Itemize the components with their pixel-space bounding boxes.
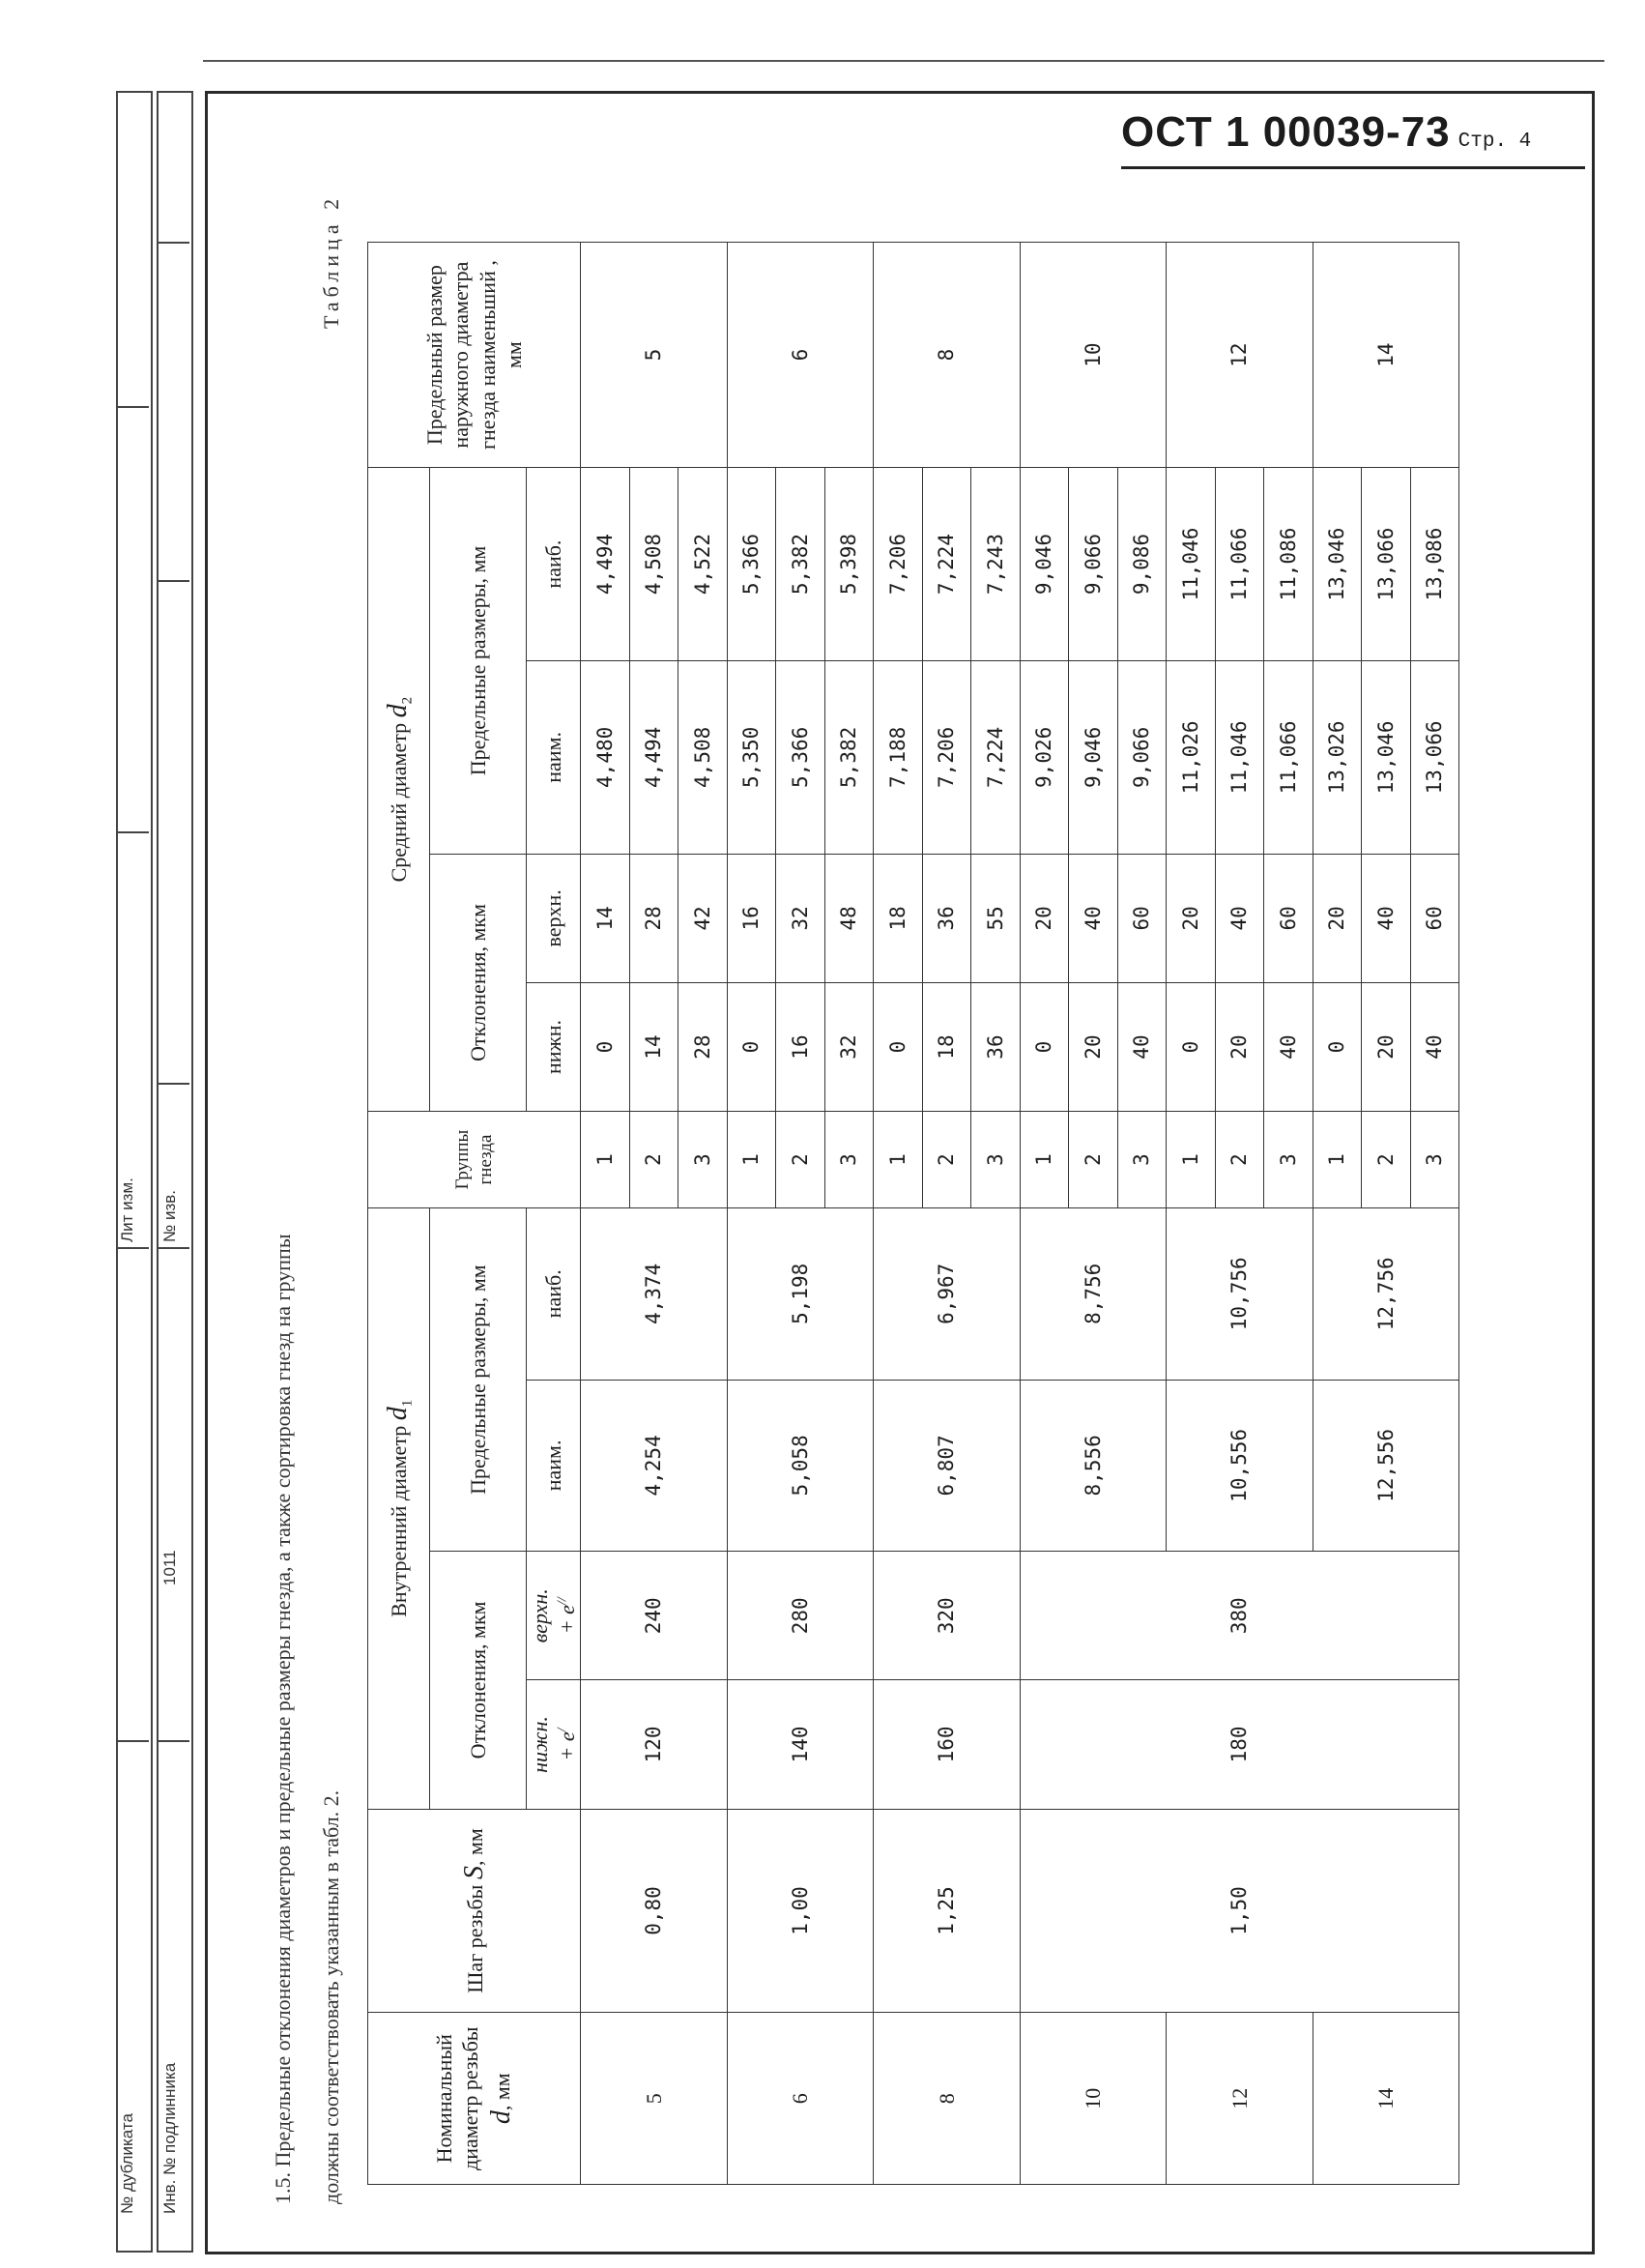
group-cell: 2 (1069, 1112, 1118, 1208)
margin-tick (116, 831, 149, 833)
inner-max-cell: 8,756 (1020, 1208, 1167, 1381)
mean-max-cell: 11,066 (1215, 468, 1264, 661)
group-cell: 1 (1313, 1112, 1362, 1208)
mean-dev-lower-cell: 20 (1069, 982, 1118, 1111)
mean-min-cell: 5,382 (824, 660, 874, 854)
inner-dev-lower-cell: 120 (581, 1680, 728, 1809)
group-cell: 1 (581, 1112, 630, 1208)
header-mean-max: наиб. (527, 468, 581, 661)
header-inner-max: наиб. (527, 1208, 581, 1381)
mean-dev-lower-cell: 0 (1313, 982, 1362, 1111)
group-cell: 1 (874, 1112, 923, 1208)
mean-min-cell: 9,026 (1020, 660, 1069, 854)
table-row (581, 243, 630, 2185)
inner-dev-lower-cell: 160 (874, 1680, 1021, 1809)
outer-limit-cell: 5 (581, 243, 728, 468)
header-mean-min: наим. (527, 660, 581, 854)
table-caption: Таблица 2 (319, 193, 343, 329)
mean-dev-lower-cell: 40 (1117, 982, 1167, 1111)
inner-dev-upper-cell: 280 (727, 1552, 874, 1680)
sheet-change-label: Лит изм. (118, 1178, 136, 1242)
header-mean-dev-lower: нижн. (527, 982, 581, 1111)
mean-max-cell: 4,522 (678, 468, 728, 661)
group-cell: 3 (824, 1112, 874, 1208)
standard-number: ОСТ 1 00039-73 (1121, 108, 1451, 156)
rotated-content (242, 184, 1498, 2224)
original-inventory-value: 1011 (160, 1550, 179, 1585)
pitch-cell: 1,00 (727, 1809, 874, 2013)
mean-dev-upper-cell: 40 (1215, 854, 1264, 982)
mean-min-cell: 7,188 (874, 660, 923, 854)
mean-dev-lower-cell: 40 (1410, 982, 1459, 1111)
inner-max-cell: 6,967 (874, 1208, 1021, 1381)
header-mean-diameter: Средний диаметр $d_2$ (368, 468, 430, 1112)
margin-tick (157, 242, 189, 244)
margin-tick (157, 1083, 189, 1085)
inner-max-cell: 10,756 (1167, 1208, 1313, 1381)
mean-dev-upper-cell: 40 (1362, 854, 1411, 982)
mean-max-cell: 9,046 (1020, 468, 1069, 661)
header-mean-limit-sizes: Предельные размеры, мм (430, 468, 527, 855)
outer-limit-cell: 14 (1313, 243, 1459, 468)
margin-tick (157, 580, 189, 582)
pitch-cell: 1,50 (1020, 1809, 1459, 2013)
mean-min-cell: 13,066 (1410, 660, 1459, 854)
inner-min-cell: 6,807 (874, 1380, 1021, 1552)
inner-min-cell: 10,556 (1167, 1380, 1313, 1552)
nominal-diameter-cell: 14 (1313, 2013, 1459, 2185)
mean-dev-upper-cell: 20 (1020, 854, 1069, 982)
table-row (1020, 243, 1069, 2185)
group-cell: 3 (971, 1112, 1021, 1208)
pitch-cell: 0,80 (581, 1809, 728, 2013)
inner-dev-upper-cell: 320 (874, 1552, 1021, 1680)
nominal-diameter-cell: 6 (727, 2013, 874, 2185)
mean-dev-lower-cell: 0 (1020, 982, 1069, 1111)
mean-min-cell: 4,508 (678, 660, 728, 854)
mean-min-cell: 9,066 (1117, 660, 1167, 854)
page-number: Стр. 4 (1457, 131, 1532, 153)
group-cell: 1 (727, 1112, 776, 1208)
margin-tick (157, 1740, 189, 1742)
mean-dev-upper-cell: 16 (727, 854, 776, 982)
change-notice-label: № изв. (160, 1189, 179, 1242)
nominal-diameter-cell: 5 (581, 2013, 728, 2185)
table-row (874, 243, 923, 2185)
mean-dev-upper-cell: 28 (629, 854, 678, 982)
header-mean-dev-upper: верхн. (527, 854, 581, 982)
mean-dev-lower-cell: 28 (678, 982, 728, 1111)
margin-tick (116, 1247, 149, 1249)
nominal-diameter-cell: 8 (874, 2013, 1021, 2185)
mean-max-cell: 5,382 (776, 468, 825, 661)
mean-dev-upper-cell: 42 (678, 854, 728, 982)
inner-min-cell: 5,058 (727, 1380, 874, 1552)
outer-limit-cell: 10 (1020, 243, 1167, 468)
mean-dev-lower-cell: 0 (727, 982, 776, 1111)
margin-tick (157, 1247, 189, 1249)
mean-min-cell: 4,480 (581, 660, 630, 854)
mean-max-cell: 7,224 (922, 468, 971, 661)
mean-dev-upper-cell: 32 (776, 854, 825, 982)
mean-min-cell: 13,046 (1362, 660, 1411, 854)
inner-min-cell: 4,254 (581, 1380, 728, 1552)
table-row (727, 243, 776, 2185)
mean-dev-upper-cell: 36 (922, 854, 971, 982)
inner-max-cell: 4,374 (581, 1208, 728, 1381)
mean-max-cell: 4,508 (629, 468, 678, 661)
mean-max-cell: 9,066 (1069, 468, 1118, 661)
mean-max-cell: 5,398 (824, 468, 874, 661)
mean-max-cell: 9,086 (1117, 468, 1167, 661)
duplicate-label: № дубликата (118, 2113, 136, 2214)
mean-dev-upper-cell: 20 (1167, 854, 1216, 982)
header-inner-min: наим. (527, 1380, 581, 1552)
outer-limit-cell: 8 (874, 243, 1021, 468)
mean-min-cell: 11,046 (1215, 660, 1264, 854)
mean-dev-lower-cell: 16 (776, 982, 825, 1111)
mean-dev-upper-cell: 14 (581, 854, 630, 982)
inner-dev-lower-cell: 180 (1020, 1680, 1459, 1809)
mean-dev-upper-cell: 60 (1117, 854, 1167, 982)
group-cell: 1 (1020, 1112, 1069, 1208)
paragraph-line-1: 1.5. Предельные отклонения диаметров и предельные размеры гнезда, а также сортировка гнезд на группы (271, 1234, 295, 2204)
group-cell: 3 (1117, 1112, 1167, 1208)
mean-max-cell: 13,066 (1362, 468, 1411, 661)
group-cell: 2 (1215, 1112, 1264, 1208)
header-group: Группы гнезда (368, 1112, 581, 1208)
spec-table-body (581, 243, 1459, 2185)
mean-dev-lower-cell: 0 (1167, 982, 1216, 1111)
inner-dev-lower-cell: 140 (727, 1680, 874, 1809)
mean-max-cell: 4,494 (581, 468, 630, 661)
mean-max-cell: 7,243 (971, 468, 1021, 661)
inner-max-cell: 12,756 (1313, 1208, 1459, 1381)
nominal-diameter-cell: 10 (1020, 2013, 1167, 2185)
outer-limit-cell: 12 (1167, 243, 1313, 468)
mean-dev-lower-cell: 32 (824, 982, 874, 1111)
mean-max-cell: 11,086 (1264, 468, 1313, 661)
mean-dev-lower-cell: 0 (581, 982, 630, 1111)
inner-min-cell: 8,556 (1020, 1380, 1167, 1552)
mean-dev-upper-cell: 20 (1313, 854, 1362, 982)
mean-dev-upper-cell: 60 (1410, 854, 1459, 982)
pitch-cell: 1,25 (874, 1809, 1021, 2013)
outer-limit-cell: 6 (727, 243, 874, 468)
header-pitch: Шаг резьбы S, мм (368, 1809, 581, 2013)
header-mean-deviations: Отклонения, мкм (430, 854, 527, 1111)
mean-min-cell: 9,046 (1069, 660, 1118, 854)
group-cell: 3 (1410, 1112, 1459, 1208)
header-inner-diameter: Внутренний диаметр $d_1$ (368, 1208, 430, 1810)
inner-max-cell: 5,198 (727, 1208, 874, 1381)
header-outer-limit: Предельный размер наружного диаметра гнезда наименьший , мм (368, 243, 581, 468)
original-inventory-label: Инв. № подлинника (160, 2062, 179, 2214)
mean-dev-lower-cell: 40 (1264, 982, 1313, 1111)
mean-dev-lower-cell: 14 (629, 982, 678, 1111)
mean-dev-upper-cell: 60 (1264, 854, 1313, 982)
mean-dev-upper-cell: 55 (971, 854, 1021, 982)
top-rule (203, 60, 1604, 62)
group-cell: 3 (1264, 1112, 1313, 1208)
mean-dev-lower-cell: 36 (971, 982, 1021, 1111)
margin-strip-outer (116, 91, 153, 2253)
mean-min-cell: 5,366 (776, 660, 825, 854)
mean-min-cell: 4,494 (629, 660, 678, 854)
header-nominal-diameter: Номинальный диаметр резьбы d, мм (368, 2013, 581, 2185)
header-inner-deviations: Отклонения, мкм (430, 1552, 527, 1809)
inner-dev-upper-cell: 380 (1020, 1552, 1459, 1680)
paragraph-line-2: должны соответствовать указанным в табл. 2. (319, 1789, 343, 2204)
mean-max-cell: 7,206 (874, 468, 923, 661)
mean-dev-upper-cell: 48 (824, 854, 874, 982)
mean-max-cell: 5,366 (727, 468, 776, 661)
group-cell: 2 (776, 1112, 825, 1208)
mean-max-cell: 11,046 (1167, 468, 1216, 661)
margin-tick (116, 1740, 149, 1742)
mean-min-cell: 5,350 (727, 660, 776, 854)
mean-max-cell: 13,046 (1313, 468, 1362, 661)
group-cell: 2 (629, 1112, 678, 1208)
inner-dev-upper-cell: 240 (581, 1552, 728, 1680)
group-cell: 2 (1362, 1112, 1411, 1208)
header-inner-dev-upper: верхн. + e// (527, 1552, 581, 1680)
mean-max-cell: 13,086 (1410, 468, 1459, 661)
mean-min-cell: 7,224 (971, 660, 1021, 854)
mean-dev-lower-cell: 0 (874, 982, 923, 1111)
document-number (1121, 108, 1585, 169)
group-cell: 1 (1167, 1112, 1216, 1208)
mean-dev-lower-cell: 18 (922, 982, 971, 1111)
mean-min-cell: 13,026 (1313, 660, 1362, 854)
mean-dev-upper-cell: 40 (1069, 854, 1118, 982)
mean-min-cell: 7,206 (922, 660, 971, 854)
mean-min-cell: 11,026 (1167, 660, 1216, 854)
mean-dev-upper-cell: 18 (874, 854, 923, 982)
mean-min-cell: 11,066 (1264, 660, 1313, 854)
header-inner-dev-lower: нижн. + e/ (527, 1680, 581, 1809)
inner-min-cell: 12,556 (1313, 1380, 1459, 1552)
margin-strip-inner (157, 91, 193, 2253)
group-cell: 3 (678, 1112, 728, 1208)
mean-dev-lower-cell: 20 (1215, 982, 1264, 1111)
margin-tick (116, 406, 149, 408)
spec-table (367, 242, 1459, 2185)
group-cell: 2 (922, 1112, 971, 1208)
header-inner-limit-sizes: Предельные размеры, мм (430, 1208, 527, 1552)
nominal-diameter-cell: 12 (1167, 2013, 1313, 2185)
mean-dev-lower-cell: 20 (1362, 982, 1411, 1111)
